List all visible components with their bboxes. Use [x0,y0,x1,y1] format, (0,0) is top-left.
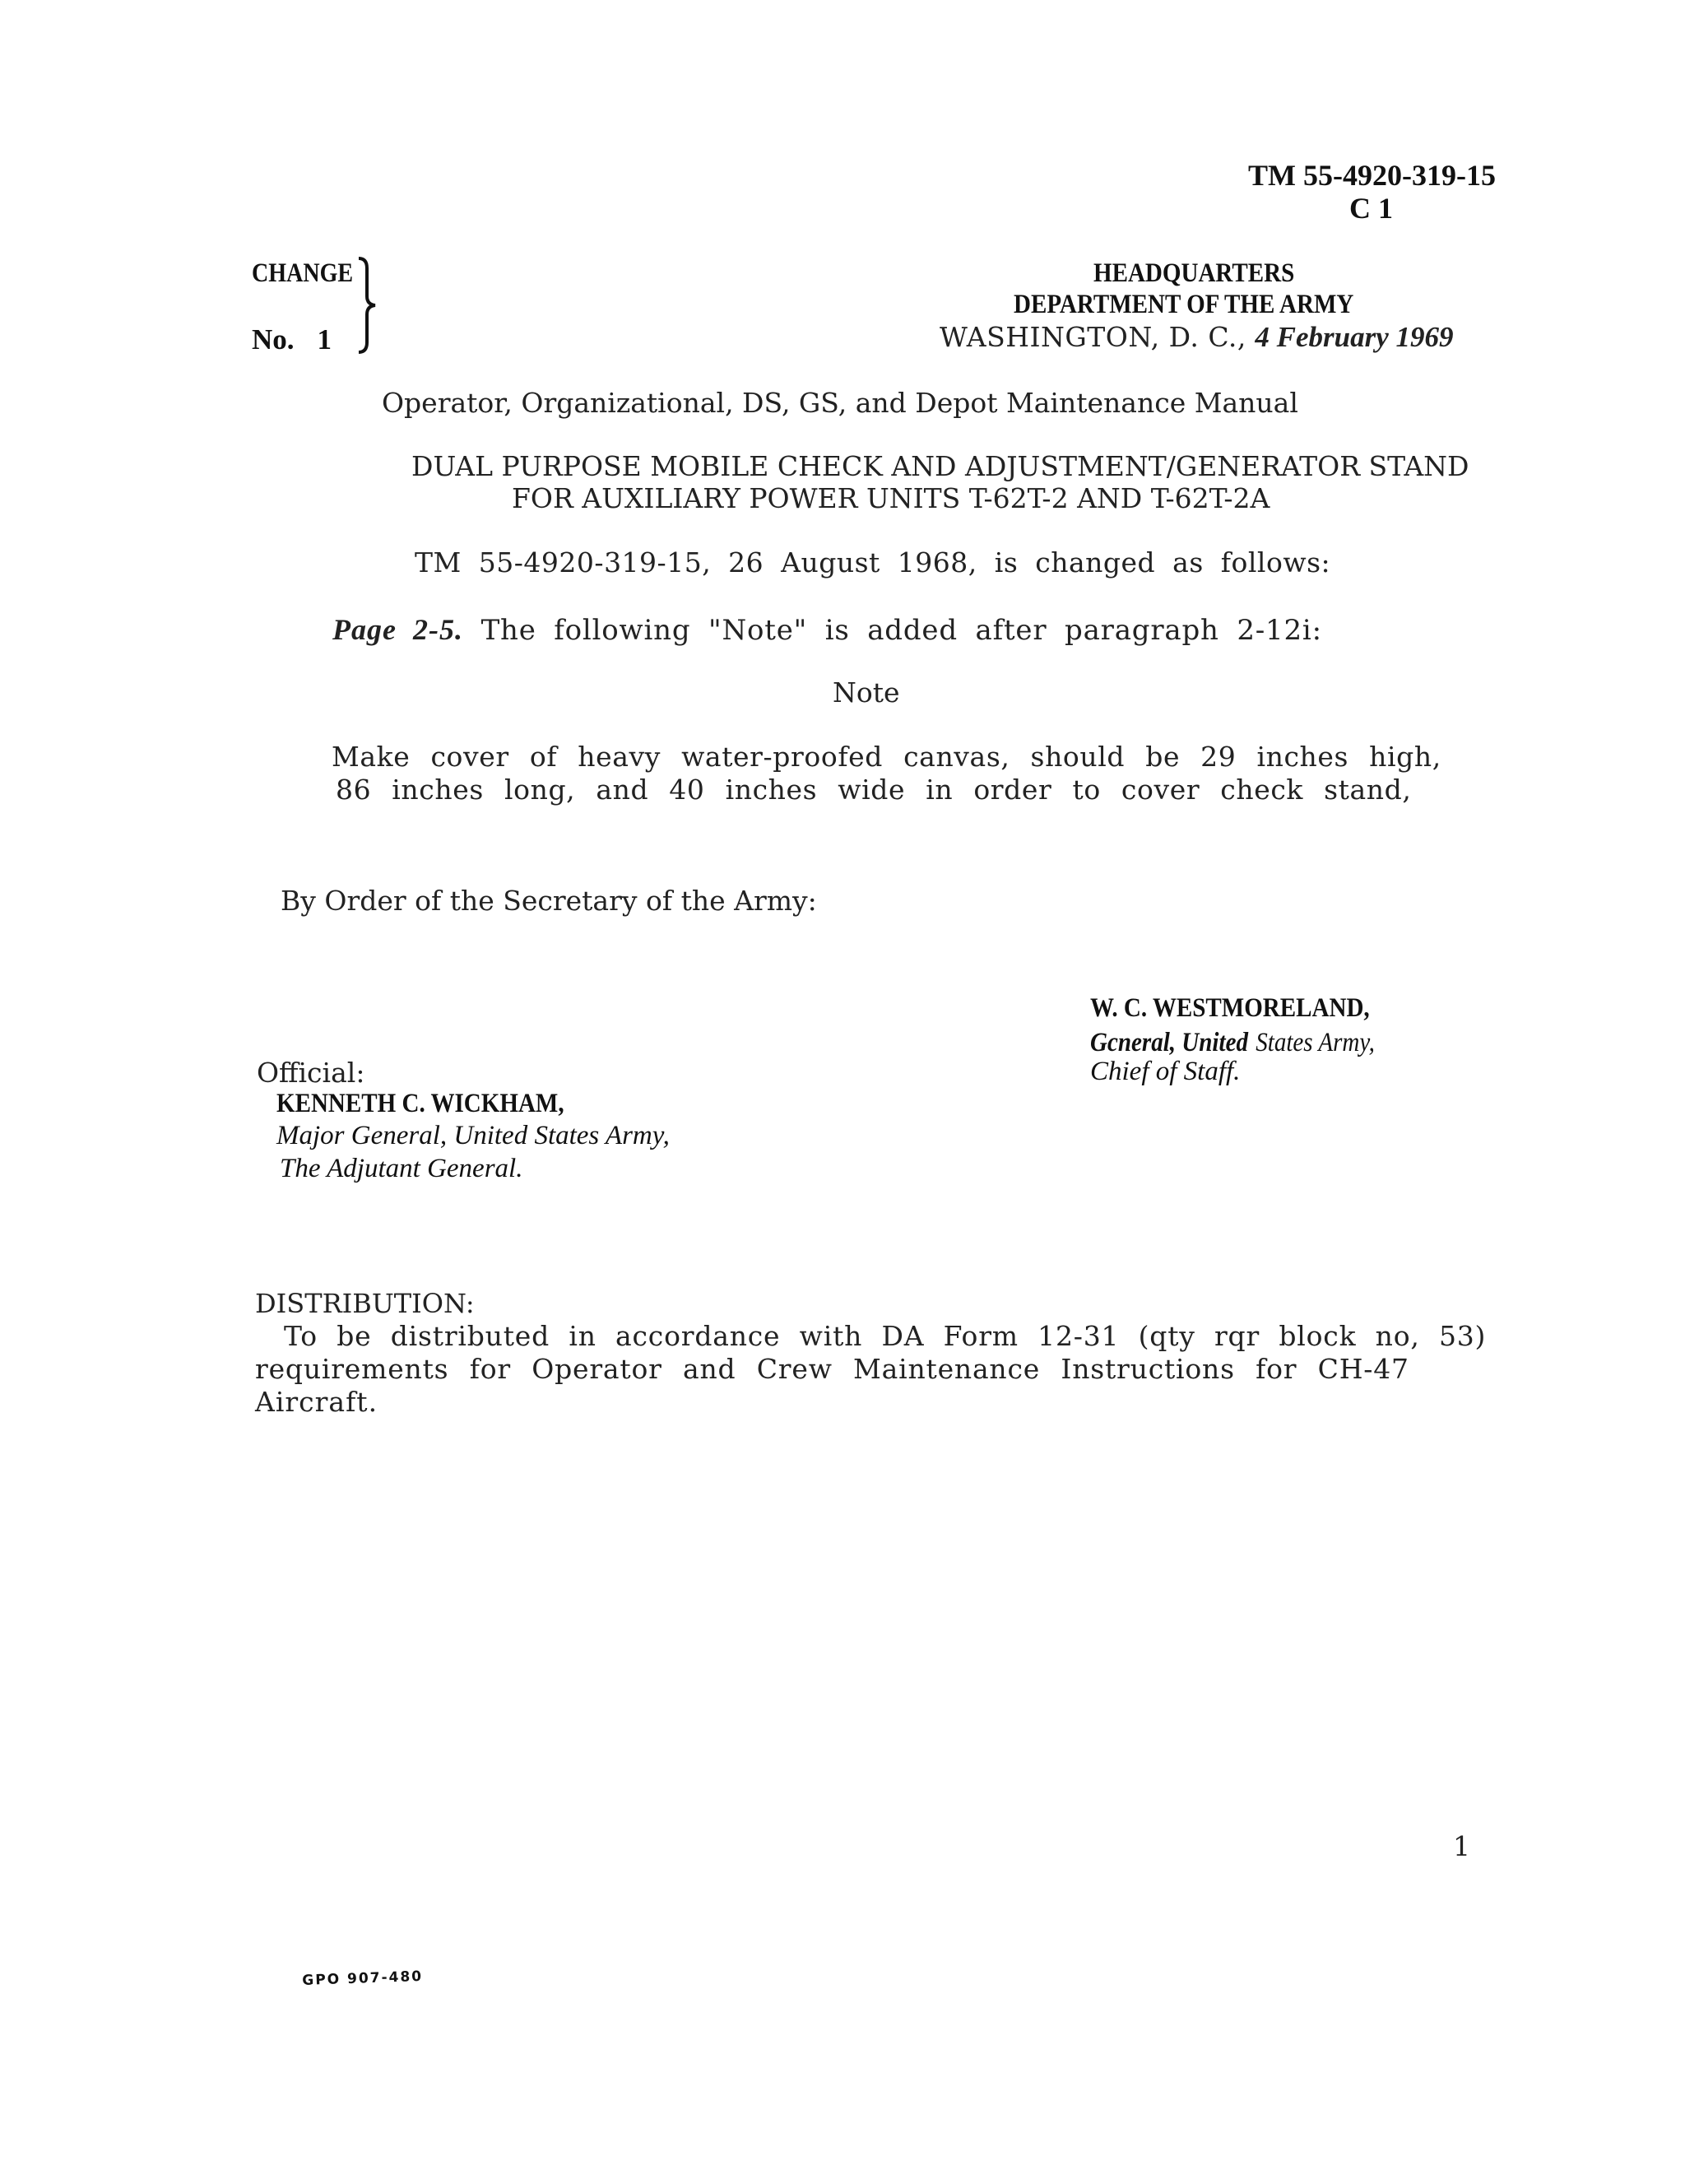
gpo-stamp: GPO 907-480 [302,1968,424,1989]
right-brace-icon [355,257,378,354]
hq-place: WASHINGTON, D. C., [940,321,1246,353]
official-rank: Major General, United States Army, [276,1121,670,1150]
hq-line-department: DEPARTMENT OF THE ARMY [1014,290,1354,319]
distribution-line2: requirements for Operator and Crew Maintenance Instructions for CH-47 [255,1353,1409,1385]
chief-rank-bold: Gcneral, United [1090,1028,1248,1057]
distribution-line1: To be distributed in accordance with DA Form 12-31 (qty rqr block no, 53) [284,1320,1487,1352]
hq-location-date [940,321,1454,354]
note-text-line2: 86 inches long, and 40 inches wide in order to cover check stand, [336,774,1412,806]
change-number [252,323,332,356]
tm-number: TM 55-4920-319-15 [1248,159,1496,192]
official-name: KENNETH C. WICKHAM, [276,1089,564,1118]
by-order-line: By Order of the Secretary of the Army: [281,885,817,917]
change-number-value: 1 [317,323,332,355]
chief-of-staff-name: W. C. WESTMORELAND, [1090,993,1370,1023]
manual-title-line1: DUAL PURPOSE MOBILE CHECK AND ADJUSTMENT/GENERATOR STAND [411,450,1469,482]
change-code: C 1 [1349,192,1393,225]
hq-line-headquarters: HEADQUARTERS [1093,258,1295,288]
page-number: 1 [1453,1830,1470,1862]
change-label: CHANGE [252,258,354,288]
page-instruction [332,612,1322,647]
chief-of-staff-title: Chief of Staff. [1090,1057,1241,1086]
note-heading: Note [833,676,900,709]
manual-type: Operator, Organizational, DS, GS, and Depot Maintenance Manual [382,387,1298,419]
manual-title-line2: FOR AUXILIARY POWER UNITS T-62T-2 AND T-62T-2A [512,482,1270,514]
official-title: The Adjutant General. [280,1154,523,1183]
page-reference: Page 2-5. [332,613,463,646]
official-label: Official: [257,1057,365,1089]
chief-of-staff-rank [1090,1025,1375,1058]
note-text-line1: Make cover of heavy water-proofed canvas, should be 29 inches high, [332,741,1441,773]
change-number-prefix: No. [252,323,295,355]
distribution-line3: Aircraft. [255,1386,378,1418]
distribution-label: DISTRIBUTION: [255,1288,475,1319]
hq-date: 4 February 1969 [1255,321,1454,353]
change-intro: TM 55-4920-319-15, 26 August 1968, is changed as follows: [415,546,1331,579]
chief-rank-rest: States Army, [1256,1028,1375,1057]
page-instruction-text: The following "Note" is added after paragraph 2-12i: [480,614,1322,647]
